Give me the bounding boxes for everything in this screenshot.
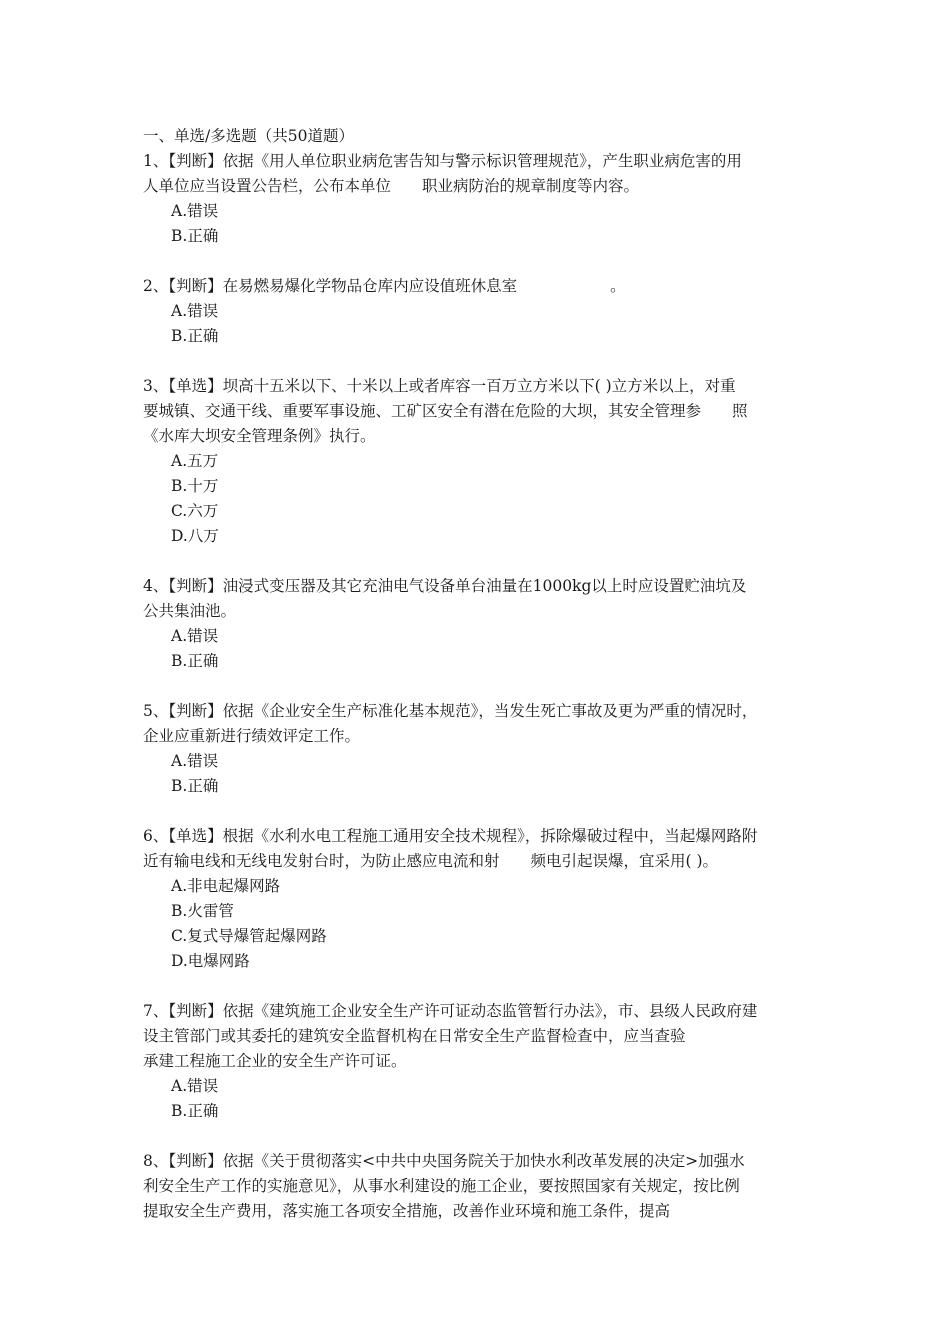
question-text: [143, 149, 811, 199]
answer-option: D.电爆网路: [171, 952, 250, 970]
question-text: [143, 574, 811, 624]
answer-option: A.错误: [171, 752, 219, 770]
answer-option: B.正确: [171, 652, 219, 670]
answer-option: A.非电起爆网路: [171, 877, 281, 895]
question-6: [143, 824, 811, 974]
question-5: [143, 699, 811, 799]
question-3: [143, 374, 811, 549]
answer-option: A.错误: [171, 202, 219, 220]
question-text-line: 8、【判断】依据《关于贯彻落实<中共中央国务院关于加快水利改革发展的决定>加强水: [143, 1152, 745, 1170]
answer-options: [143, 874, 811, 974]
question-text-line: 利安全生产工作的实施意见》，从事水利建设的施工企业，要按照国家有关规定，按比例: [143, 1177, 740, 1195]
answer-options: [143, 749, 811, 799]
question-text: [143, 699, 811, 749]
answer-option: D.八万: [171, 527, 219, 545]
question-text-line: 人单位应当设置公告栏，公布本单位 职业病防治的规章制度等内容。: [143, 177, 640, 195]
question-text: [143, 374, 811, 449]
answer-options: [143, 299, 811, 349]
question-text: [143, 1149, 811, 1224]
answer-option: B.正确: [171, 327, 219, 345]
question-text-line: 1、【判断】依据《用人单位职业病危害告知与警示标识管理规范》，产生职业病危害的用: [143, 152, 742, 170]
question-text-line: 3、【单选】坝高十五米以下、十米以上或者库容一百万立方米以下( )立方米以上，对重: [143, 377, 736, 395]
answer-option: A.错误: [171, 302, 219, 320]
answer-option: A.错误: [171, 627, 219, 645]
answer-option: A.错误: [171, 1077, 219, 1095]
question-text-line: 设主管部门或其委托的建筑安全监督机构在日常安全生产监督检查中，应当查验: [143, 1027, 686, 1045]
answer-option: B.正确: [171, 777, 219, 795]
question-text-line: 5、【判断】依据《企业安全生产标准化基本规范》，当发生死亡事故及更为严重的情况时，: [143, 702, 758, 720]
question-text-line: 提取安全生产费用，落实施工各项安全措施，改善作业环境和施工条件，提高: [143, 1202, 671, 1220]
question-text-line: 企业应重新进行绩效评定工作。: [143, 727, 361, 745]
answer-options: [143, 624, 811, 674]
question-text: [143, 999, 811, 1074]
question-text-line: 6、【单选】根据《水利水电工程施工通用安全技术规程》，拆除爆破过程中，当起爆网路附: [143, 827, 758, 845]
answer-option: B.正确: [171, 1102, 219, 1120]
question-7: [143, 999, 811, 1124]
answer-options: [143, 1074, 811, 1124]
answer-option: B.火雷管: [171, 902, 234, 920]
question-text-line: 承建工程施工企业的安全生产许可证。: [143, 1052, 407, 1070]
answer-option: B.十万: [171, 477, 219, 495]
answer-options: [143, 449, 811, 549]
question-text-line: 7、【判断】依据《建筑施工企业安全生产许可证动态监管暂行办法》，市、县级人民政府建: [143, 1002, 758, 1020]
question-1: [143, 149, 811, 249]
question-list: [143, 149, 811, 1224]
question-text-line: 公共集油池。: [143, 602, 237, 620]
question-text-line: 2、【判断】在易燃易爆化学物品仓库内应设值班休息室 。: [143, 277, 626, 295]
question-text-line: 4、【判断】油浸式变压器及其它充油电气设备单台油量在1000kg以上时应设置贮油坑及: [143, 577, 747, 595]
question-text: [143, 824, 811, 874]
answer-option: C.复式导爆管起爆网路: [171, 927, 327, 945]
question-4: [143, 574, 811, 674]
section-title: 一、单选/多选题（共50道题）: [143, 127, 354, 145]
answer-options: [143, 199, 811, 249]
question-text-line: 《水库大坝安全管理条例》执行。: [143, 427, 376, 445]
question-text-line: 近有输电线和无线电发射台时，为防止感应电流和射 频电引起误爆，宜采用( )。: [143, 852, 719, 870]
question-2: [143, 274, 811, 349]
document-page: [143, 124, 811, 1249]
answer-option: A.五万: [171, 452, 219, 470]
answer-option: B.正确: [171, 227, 219, 245]
question-text-line: 要城镇、交通干线、重要军事设施、工矿区安全有潜在危险的大坝，其安全管理参 照: [143, 402, 748, 420]
question-8: [143, 1149, 811, 1224]
question-text: [143, 274, 811, 299]
answer-option: C.六万: [171, 502, 219, 520]
